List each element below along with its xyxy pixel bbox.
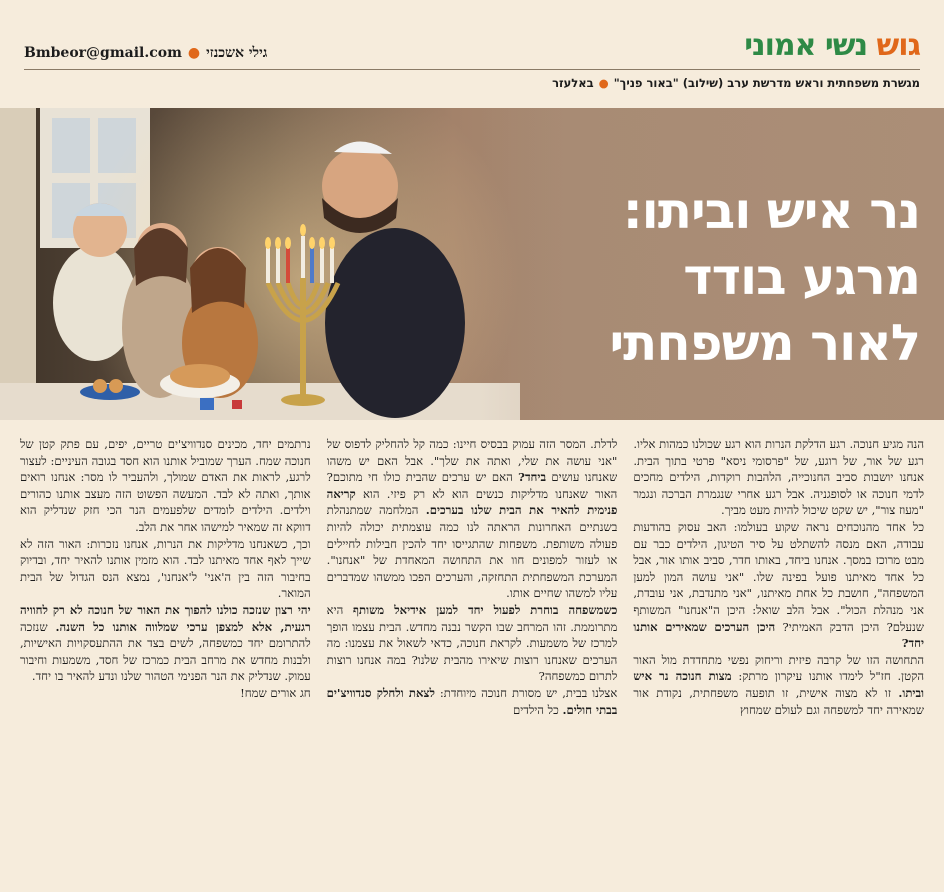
bullet-dot-icon: ● <box>187 45 201 61</box>
brand-word-2: נשי אמוני <box>744 28 868 63</box>
brand-word-1: גוש <box>876 28 920 63</box>
hero-banner <box>0 108 944 420</box>
paragraph: חג אורים שמח! <box>240 685 311 700</box>
paragraph: וכך, כשאנחנו מדליקות את הנרות, אנחנו נזכרות: האור הזה לא שייך לאף אחד מאיתנו לבד. הוא מזמין אותנו להאיר יחד, ובדיוק בחיבור הזה בין ה'אני' ל'אנחנו', נמצא הנס הגדול של הבית המואר. <box>19 536 311 601</box>
headline-line-1: נר איש וביתו: <box>622 182 920 240</box>
author-role: מגשרת משפחתית וראש מדרשת ערב (שילוב) "באור פניך" <box>613 76 920 90</box>
article-headline <box>460 178 920 376</box>
brand-logo <box>744 28 920 63</box>
paragraph: יהי רצון שנזכה כולנו להפוך את האור של חנוכה לא רק לחוויה רגעית, אלא למצפן ערכי שמלווה אותנו כל השנה. שנזכה להתרומם יחד כמשפחה, לשים בצד את ההתעסקויות האישיות, ולבנות מחדש את מרחב הבית כמרכז של חסד, משמעות וחיבור עמוק. שנדליק את הנר הפנימי הטהור שלנו ונדע להאיר בו יחד. <box>19 602 311 684</box>
author-line <box>24 45 267 62</box>
author-name: גילי אשכנזי <box>206 45 268 61</box>
paragraph: לדלת. המסר הזה עמוק בבסיס חיינו: כמה קל להחליק לדפוס של "אני עושה את שלי, ואתה את שלך". אבל האם יש משהו שאנחנו עושים ביחד? האם יש ערכים שהבית כולו חי מתוכם? האור שאנחנו מדליקות כנשים הוא לא רק פיזי. הוא קריאה פנימית להאיר את הבית שלנו בערכים. המלחמה שמתנהלת בשנתיים האחרונות הראתה לנו כמה עוצמתית יכולה להיות פעולה משותפת. משפחות שהתגייסו יחד להכין חבילות לחיילים או לעזור למפונים חוו את התחושה המאחדת של "אנחנו". המערכת המשפחתית התחזקה, והערכים הפכו ממשהו שמדברים עליו למשהו שחיים אותו. <box>326 437 618 601</box>
article-column-3 <box>20 436 311 868</box>
paragraph: אצלנו בבית, יש מסורת חנוכה מיוחדת: לצאת ולחלק סנדוויצ'ים בבתי חולים. כל הילדים <box>326 685 618 717</box>
paragraph: כשמשפחה בוחרת לפעול יחד למען אידיאל משותף היא מתרוממת. זהו המרחב שבו הקשר נבנה מחדש. הבית עצמו הופך למרכז של משמעות. לקראת חנוכה, כדאי לשאול את עצמנו: מה הערכים שאנחנו רוצות שיאירו מהבית שלנו? במה אנחנו רוצות לתרום כמשפחה? <box>326 602 618 684</box>
headline-line-3: לאור משפחתי <box>609 314 920 372</box>
article-column-2 <box>327 436 618 868</box>
bullet-dot-icon: ● <box>598 76 609 90</box>
header-divider <box>24 69 920 70</box>
author-email[interactable]: Bmbeor@gmail.com <box>24 45 182 61</box>
article-body <box>20 436 924 868</box>
dreidel-icon <box>200 398 214 410</box>
paragraph: כל אחד מהנוכחים נראה שקוע בעולמו: האב עסוק בהודעות עבודה, האם מנסה להשתלט על סיר הטיגון, הילדים כבר עם מבט מרוכז במסך. אנחנו ביחד, באותו חדר, סביב אותו אור, אבל כל אחד מאיתנו פועל בפינה שלו. "אני עושה המון למען המשפחה", חושבת כל אחת מאיתנו, "אני מתנדבת, אני עובדת, אני מנהלת הכול". אבל הלב שואל: היכן ה"אנחנו" המשותף שנעלם? היכן הדבק האמיתי? היכן הערכים שמאירים אותנו יחד? <box>633 519 924 651</box>
headline-line-2: מרגע בודד <box>683 248 920 306</box>
father-figure <box>325 228 465 418</box>
author-location: באלעזר <box>552 76 594 90</box>
author-credentials <box>552 76 920 90</box>
article-column-1 <box>633 436 924 868</box>
paragraph: נרתמים יחד, מכינים סנדוויצ'ים טריים, יפים, עם פתק קטן של חנוכה שמח. הערך שמוביל אותנו הוא חסד בגובה העיניים: לעצור לרגע, לראות את האדם שמולך, ולהעביר לו מסר: אנחנו רואים אותך, ואתה לא לבד. המעשה הפשוט הזה מעצב אותנו כהורים וילדים. הילדים לומדים שלפעמים הנר הכי חזק שנדליק הוא דווקא זה שמאיר למישהו אחר את הלב. <box>19 437 311 534</box>
paragraph: הנה מגיע חנוכה. רגע הדלקת הנרות הוא רגע שכולנו כמהות אליו. רגע של אור, של רוגע, של "פרסומי ניסא" פרטי בתוך הבית. אנחנו יושבות סביב החנוכייה, הלהבות רוקדות, הילדים מחכים לדמי חנוכה או לסופגניה. אבל רגע אחרי שנגמרת הברכה ונגמר "מעוז צור", יש שקט שיכול להיות מעט מביך. <box>633 437 924 518</box>
paragraph: התחושה הזו של קרבה פיזית וריחוק נפשי מתחדדת מול האור הקטן. חז"ל לימדו אותנו עיקרון מרתק: מצות חנוכה נר איש וביתו. זו לא מצוה אישית, זו תופעה משפחתית, נקודת אור שמאירה יחד למשפחה וגם לעולם שמחוץ <box>633 652 924 717</box>
